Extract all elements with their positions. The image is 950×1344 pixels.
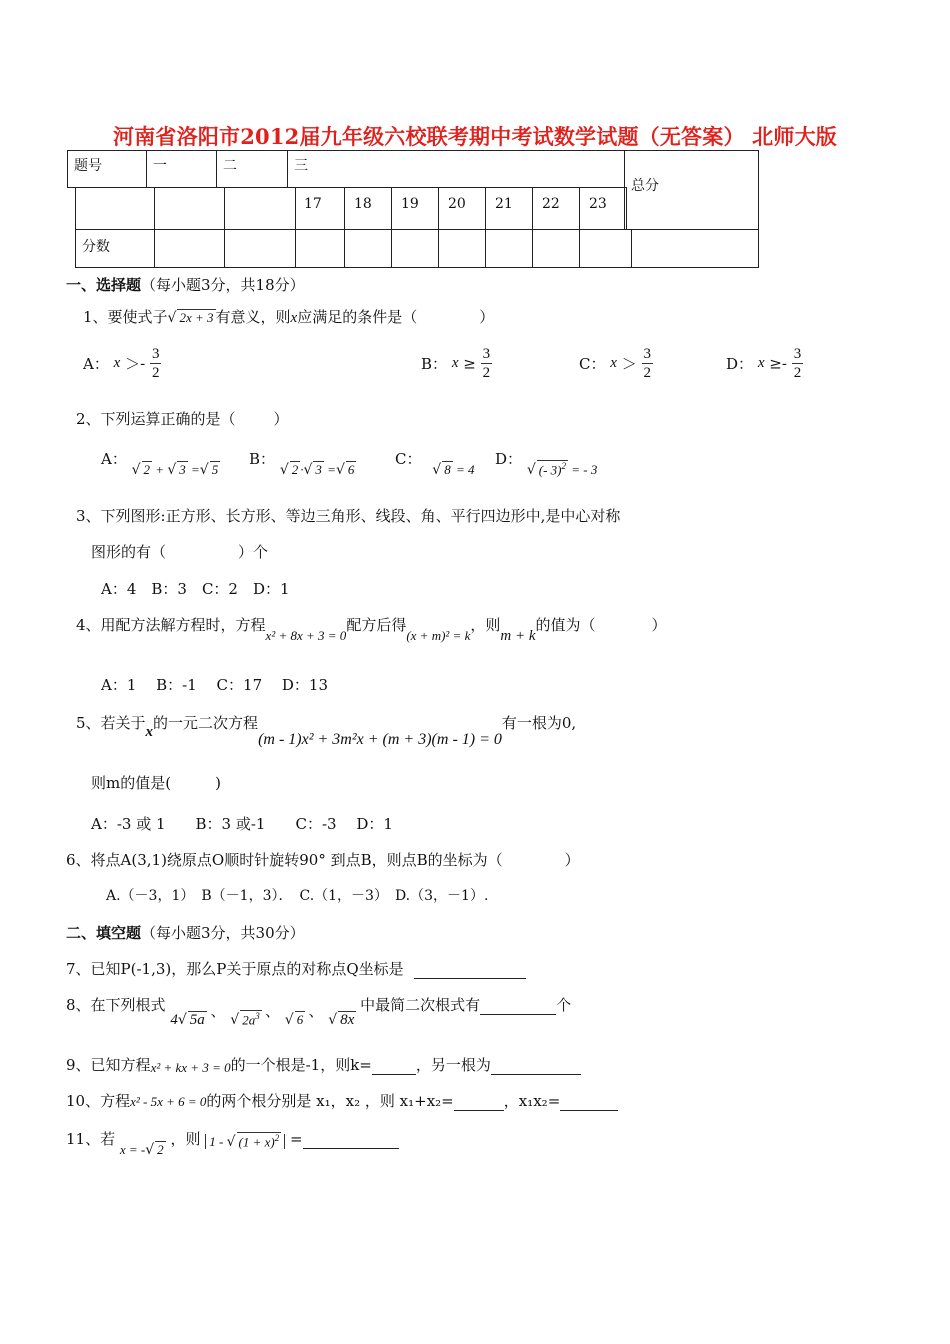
q4-stem-b: 配方后得 [346, 616, 407, 634]
q2-c-r1: 8 [444, 462, 451, 477]
q8-answer-blank[interactable] [480, 1014, 556, 1015]
q1-a-x: x [113, 355, 121, 371]
q1-d-num: 3 [793, 346, 802, 362]
q1-a-fraction [150, 345, 162, 382]
q11-eq-sign: = [290, 1130, 303, 1148]
score-cell-blank [154, 229, 225, 268]
q9-stem-b: 的一个根是-1，则k= [230, 1056, 372, 1074]
q2-b-dot: · [300, 462, 304, 477]
q11-stem-a: 11、若 [66, 1130, 116, 1148]
q2-stem: 2、下列运算正确的是（ [76, 410, 236, 428]
q1-a-neg: - [140, 354, 146, 373]
q4-stem-c: ，则 [470, 616, 501, 634]
q4-eq2: (x + m)² = k [406, 628, 471, 643]
question-number-20: 20 [448, 196, 466, 212]
score-cell-blank [224, 229, 296, 268]
sqrt-symbol: √ [167, 310, 177, 326]
q8-r1-coef: 4 [170, 1012, 178, 1028]
q3-line2b: ）个 [238, 543, 269, 561]
q11-abs-expr: 1 - √ $(1 + x)^2$ [205, 1134, 285, 1149]
q1-b-fraction [481, 345, 493, 382]
question-4-options: A：1 B：-1 C：17 D：13 [101, 676, 328, 694]
q1-c-rel: ＞ [621, 355, 637, 373]
question-number-22: 22 [542, 196, 560, 212]
q2-a-plus: + [155, 462, 165, 477]
score-cell-total [624, 150, 759, 230]
section2-heading [66, 922, 305, 943]
q8-sep-3: 、 [308, 1002, 324, 1020]
score-section2-label: 二 [223, 158, 237, 174]
q4-eq1: x² + 8x + 3 = 0 [265, 628, 347, 643]
q8-r1: 5a [189, 1012, 205, 1028]
q1-opt-d-label: D： [726, 355, 754, 373]
question-8: 8、在下列根式 4√ 5a 、 √ $2a^3$ 、 √ 6 、 √ 8x 中最简二次根式有 个 [66, 996, 572, 1028]
q2-opt-d-label: D： [495, 450, 523, 468]
question-number-18: 18 [354, 196, 372, 212]
score-section3-label: 三 [294, 158, 308, 174]
q2-opt-a-label: A： [101, 450, 127, 468]
section1-title: 一、选择题 [66, 276, 142, 294]
score-cell-blank [295, 229, 345, 268]
q2-b-eq: = [327, 462, 336, 477]
score-section1-label: 一 [153, 158, 167, 174]
q2-a-r1: 2 [143, 462, 151, 477]
score-cell-blank [579, 229, 632, 268]
q10-stem-c: ，x₁x₂= [503, 1092, 561, 1110]
q2-opt-c-label: C： [395, 450, 422, 468]
score-cell-label [75, 229, 155, 268]
q11-rad: 2 [157, 1142, 164, 1157]
q6-paren-close: ） [564, 851, 580, 869]
q1-opt-b-label: B： [421, 355, 448, 373]
section2-note: （每小题3分，共30分） [141, 924, 305, 942]
q11-answer-blank[interactable] [303, 1148, 399, 1149]
q5-paren-close: ) [215, 774, 221, 792]
q1-a-num: 3 [151, 346, 160, 362]
q2-b-r2: 3 [315, 462, 322, 477]
q4-stem-d: 的值为（ [535, 616, 596, 634]
question-10 [66, 1090, 618, 1111]
q5-stem-b: 的一元二次方程 [153, 714, 259, 732]
q11-abs-a: 1 - [209, 1134, 224, 1149]
q9-root-blank[interactable] [491, 1074, 581, 1075]
score-cell-number [438, 187, 486, 230]
q5-paren-open: ( [165, 774, 172, 792]
score-cell-number [485, 187, 533, 230]
q8-r2: 2a [242, 1012, 256, 1027]
q8-sep-2: 、 [264, 1002, 280, 1020]
q9-equation: x² + kx + 3 = 0 [150, 1060, 231, 1075]
q10-sum-blank[interactable] [454, 1110, 504, 1111]
score-cell-blank [532, 229, 580, 268]
q1-d-fraction [792, 345, 804, 382]
q2-d-base: (- 3) [538, 462, 562, 477]
q8-r2-exp: 3 [255, 1010, 260, 1021]
q9-k-blank[interactable] [372, 1074, 416, 1075]
q1-option-b [421, 345, 492, 382]
q11-abs-rad: (1 + x) [238, 1134, 275, 1149]
q8-stem-a: 8、在下列根式 [66, 996, 166, 1014]
q4-paren-close: ） [651, 616, 667, 634]
section1-note: （每小题3分，共18分） [141, 276, 305, 294]
question-number-17: 17 [304, 196, 322, 212]
q5-line2a: 则m的值是 [91, 774, 166, 792]
question-5-stem-line2 [91, 772, 221, 793]
section2-title: 二、填空题 [66, 924, 142, 942]
score-table [67, 150, 759, 268]
score-cell-section2 [216, 150, 288, 188]
score-cell-blank [438, 229, 486, 268]
q2-d-exp: 2 [561, 460, 566, 471]
q1-stem-b: 有意义，则 [215, 308, 291, 326]
question-number-19: 19 [401, 196, 419, 212]
q8-stem-b: 中最简二次根式有 [360, 996, 481, 1014]
q11-abs-exp: 2 [274, 1132, 280, 1143]
q2-option-a: A： √ 2 + √ 3 =√ 5 [101, 450, 219, 478]
q1-d-x: x [757, 355, 765, 371]
score-cell-blank [154, 187, 225, 230]
q2-b-r1: 2 [291, 462, 299, 477]
q1-stem-c: 应满足的条件是（ [297, 308, 418, 326]
q2-opt-b-label: B： [249, 450, 276, 468]
score-cell-blank [391, 229, 439, 268]
question-4-stem [76, 614, 667, 644]
question-3-stem-line2 [91, 541, 268, 562]
q9-number: 9 [66, 1056, 76, 1074]
q5-stem-c: 有一根为0, [501, 714, 577, 732]
q8-stem-c: 个 [556, 996, 572, 1014]
question-2-stem [76, 408, 289, 429]
q1-b-x: x [451, 355, 459, 371]
q9-stem-a: 、已知方程 [75, 1056, 151, 1074]
q2-c-eq: = 4 [455, 462, 475, 477]
q1-c-fraction [642, 345, 654, 382]
q11-eq-lhs: x = - [119, 1142, 146, 1157]
q2-d-eq: = - 3 [571, 462, 598, 477]
q4-eq3: m + k [500, 628, 536, 644]
q1-b-rel: ≥ [463, 354, 476, 373]
q1-c-x: x [610, 355, 617, 371]
q8-sep-1: 、 [210, 1002, 226, 1020]
q4-stem-a: 4、用配方法解方程时，方程 [76, 616, 266, 634]
score-cell-section1 [146, 150, 217, 188]
q7-answer-blank[interactable] [414, 978, 526, 979]
q10-stem-b: 的两个根分别是 x₁，x₂ ，则 x₁+x₂= [206, 1092, 454, 1110]
question-number-21: 21 [495, 196, 513, 212]
score-cell-header [67, 150, 147, 188]
q1-stem-a: 1、要使式子 [83, 308, 168, 326]
q5-equation: (m - 1)x² + 3m²x + (m + 3)(m - 1) = 0 [258, 731, 502, 748]
q1-a-rel: ＞ [125, 355, 141, 373]
question-3-stem: 3、下列图形:正方形、长方形、等边三角形、线段、角、平行四边形中,是中心对称 [76, 507, 621, 525]
q2-option-d: D： √ (- 3)$^2$ = - 3 [495, 450, 598, 478]
q1-var: x [290, 310, 298, 326]
score-cell-blank [344, 229, 392, 268]
score-row-label: 分数 [82, 239, 110, 255]
score-cell-number [391, 187, 439, 230]
score-cell-blank [631, 229, 759, 268]
q2-a-r2: 3 [179, 462, 186, 477]
question-9 [66, 1054, 581, 1075]
q7-stem: 7、已知P(-1,3)，那么P关于原点的对称点Q坐标是 [66, 960, 404, 978]
score-cell-blank [224, 187, 296, 230]
q1-b-num: 3 [482, 346, 491, 362]
q1-opt-c-label: C： [579, 355, 606, 373]
question-1-stem [83, 306, 494, 327]
question-5-options: A：-3 或 1 B：3 或-1 C：-3 D：1 [91, 815, 393, 833]
score-cell-number [579, 187, 627, 230]
section1-heading [66, 274, 305, 295]
q3-line2a: 图形的有（ [91, 543, 167, 561]
score-total-label: 总分 [631, 178, 659, 194]
q1-d-neg: - [781, 354, 787, 373]
q2-option-b: B： √ 2 ·√ 3 =√ 6 [249, 450, 355, 478]
q2-a-r3: 5 [211, 462, 219, 477]
score-cell-number [532, 187, 580, 230]
q2-a-eq: = [191, 462, 200, 477]
score-cell-number [344, 187, 392, 230]
q1-b-den: 2 [482, 365, 491, 381]
q1-option-a [83, 345, 161, 382]
q10-equation: x² - 5x + 6 = 0 [130, 1094, 207, 1109]
q9-stem-c: ，另一根为 [415, 1056, 491, 1074]
question-number-23: 23 [589, 196, 607, 212]
q10-product-blank[interactable] [560, 1110, 618, 1111]
question-7 [66, 958, 526, 979]
q8-r3: 6 [296, 1012, 304, 1027]
q1-radicand: 2x + 3 [179, 310, 214, 325]
question-6-options: A.（－3，1） B（－1，3）． C.（1，－3） D.（3，－1）. [106, 888, 489, 904]
score-cell-number [295, 187, 345, 230]
score-header-label: 题号 [74, 158, 102, 174]
q1-a-den: 2 [151, 365, 160, 381]
question-11: 11、若 x = -√ 2 ，则 1 - √ $(1 + x)^2$ = [66, 1128, 399, 1149]
q1-paren-close: ） [479, 308, 495, 326]
question-5-stem [76, 712, 577, 748]
q1-c-num: 3 [643, 346, 652, 362]
q11-stem-b: ，则 [170, 1130, 201, 1148]
q8-r4: 8x [340, 1012, 355, 1028]
q2-b-r3: 6 [347, 462, 355, 477]
score-cell-blank [485, 229, 533, 268]
q5-stem-a: 5、若关于 [76, 714, 146, 732]
q2-paren-close: ） [273, 410, 289, 428]
question-6-stem [66, 849, 580, 870]
q1-option-c [579, 345, 653, 382]
q1-option-d [726, 345, 803, 382]
q5-var: x [145, 724, 154, 740]
question-3-options: A：4 B：3 C：2 D：1 [101, 580, 290, 598]
q1-d-rel: ≥ [769, 354, 782, 373]
score-cell-section3 [287, 150, 625, 188]
q6-stem: 6、将点A(3,1)绕原点O顺时针旋转90° 到点B，则点B的坐标为（ [66, 851, 503, 869]
q10-stem-a: 10、方程 [66, 1092, 131, 1110]
q1-d-den: 2 [793, 365, 802, 381]
page-title: 河南省洛阳市2012届九年级六校联考期中考试数学试题（无答案） 北师大版 [113, 124, 837, 149]
q1-opt-a-label: A： [83, 355, 109, 373]
q2-option-c: C： √ 8 = 4 [395, 450, 475, 478]
score-cell-blank [75, 187, 155, 230]
q1-c-den: 2 [643, 365, 652, 381]
